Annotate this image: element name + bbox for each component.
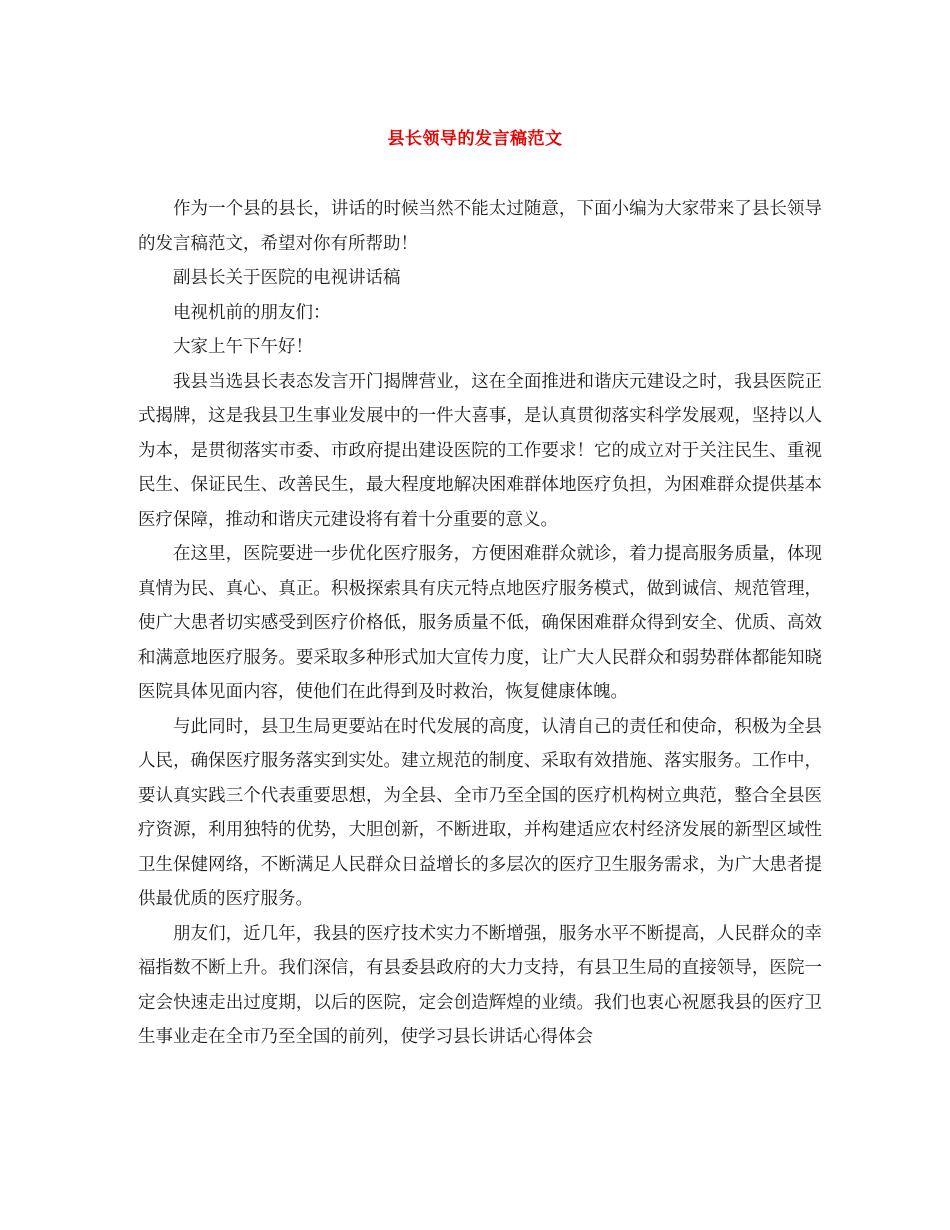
paragraph-salutation: 电视机前的朋友们： (173, 302, 331, 323)
paragraph-body-4: 朋友们，近几年，我县的医疗技术实力不断增强，服务水平不断提高，人民群众的幸福指数不断上升。我们深信，有县委县政府的大力支持，有县卫生局的直接领导，医院一定会快速走出过度期，以后的医院，定会创造辉煌的业绩。我们也衷心祝愿我县的医疗卫生事业走在全市乃至全国的前列，使学习县长讲话心得体会 (138, 923, 822, 1047)
paragraph-body-1: 我县当选县长表态发言开门揭牌营业，这在全面推进和谐庆元建设之时，我县医院正式揭牌，这是我县卫生事业发展中的一件大喜事，是认真贯彻落实科学发展观，坚持以人为本，是贯彻落实市委、市政府提出建设医院的工作要求！它的成立对于关注民生、重视民生、保证民生、改善民生，最大程度地解决困难群体地医疗负担，为困难群众提供基本医疗保障，推动和谐庆元建设将有着十分重要的意义。 (138, 371, 822, 530)
document-title: 县长领导的发言稿范文 (387, 129, 563, 149)
document-body (138, 192, 822, 1055)
paragraph-body-3: 与此同时，县卫生局更要站在时代发展的高度，认清自己的责任和使命，积极为全县人民，确保医疗服务落实到实处。建立规范的制度、采取有效措施、落实服务。工作中，要认真实践三个代表重要思想，为全县、全市乃至全国的医疗机构树立典范，整合全县医疗资源，利用独特的优势，大胆创新，不断进取，并构建适应农村经济发展的新型区域性卫生保健网络，不断满足人民群众日益增长的多层次的医疗卫生服务需求，为广大患者提供最优质的医疗服务。 (138, 716, 822, 909)
paragraph-intro: 作为一个县的县长，讲话的时候当然不能太过随意，下面小编为大家带来了县长领导的发言稿范文，希望对你有所帮助！ (138, 199, 822, 254)
paragraph-heading: 副县长关于医院的电视讲话稿 (173, 268, 401, 288)
paragraph-greeting: 大家上午下午好！ (173, 337, 313, 357)
paragraph-body-2: 在这里，医院要进一步优化医疗服务，方便困难群众就诊，着力提高服务质量，体现真情为民、真心、真正。积极探索具有庆元特点地医疗服务模式，做到诚信、规范管理，使广大患者切实感受到医疗价格低，服务质量不低，确保困难群众得到安全、优质、高效和满意地医疗服务。要采取多种形式加大宣传力度，让广大人民群众和弱势群体都能知晓医院具体见面内容，使他们在此得到及时救治，恢复健康体魄。 (138, 544, 822, 702)
